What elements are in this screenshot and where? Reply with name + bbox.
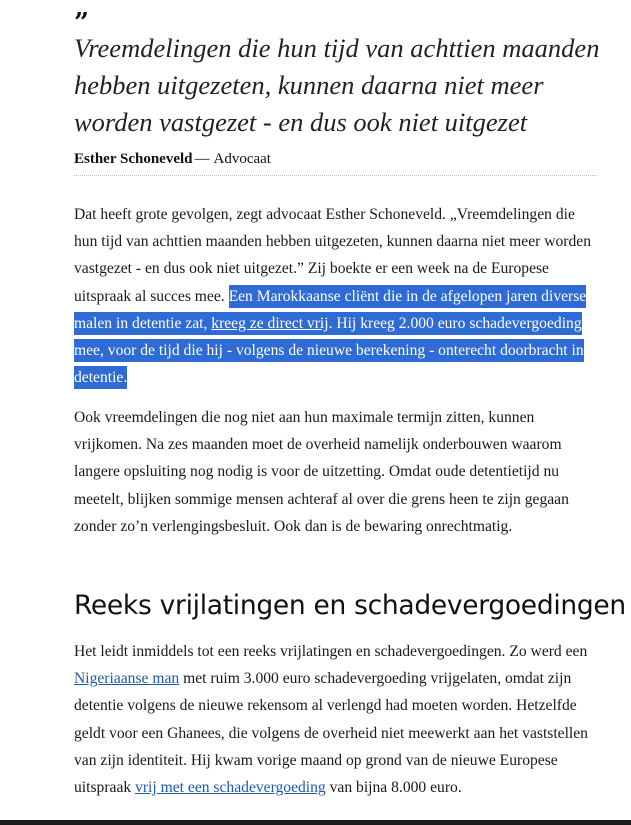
paragraph-3-text-1: Het leidt inmiddels tot een reeks vrijlatingen en schadevergoedingen. Zo werd een <box>74 643 588 660</box>
selected-text-start: Een Marokkaanse cliënt die in de afgelopen jaren diverse malen in detentie zat, <box>74 287 587 332</box>
quote-role: Advocaat <box>213 151 271 167</box>
link-nigeriaanse-man[interactable]: Nigeriaanse man <box>74 670 180 688</box>
paragraph-3-text-2: met ruim 3.000 euro schadevergoeding vrijgelaten, omdat zijn detentie volgens de nieuwe rekensom al verlengd had moeten worden. Hetzelfde geldt voor een Ghanees, die volgens de overheid niet meewerkt aan het vaststellen van zijn identiteit. Hij kwam vorige maand op grond van de nieuwe Europese uitspraak <box>74 670 588 797</box>
paragraph-1 <box>74 201 596 391</box>
pull-quote-text: Vreemdelingen die hun tijd van achttien maanden hebben uitgezeten, kunnen daarna niet meer worden vastgezet - en dus ook niet uitgezet <box>74 33 600 137</box>
link-vrij-met-schadevergoeding[interactable]: vrij met een schadevergoeding <box>135 779 326 797</box>
quote-mark: ” <box>74 8 87 38</box>
selected-text-end: . Hij kreeg 2.000 euro schadevergoeding mee, voor de tijd die hij - volgens de nieuwe berekening - onterecht doorbracht in detentie. <box>74 314 584 387</box>
paragraph-3 <box>74 638 596 801</box>
link-kreeg-ze-direct-vrij[interactable]: kreeg ze direct vrij <box>211 314 329 332</box>
bottom-bar <box>0 820 631 825</box>
quote-divider <box>74 175 597 176</box>
quote-attribution <box>74 149 271 169</box>
quote-author: Esther Schoneveld <box>74 151 193 167</box>
quote-dash: — <box>194 151 210 167</box>
paragraph-1-text: Dat heeft grote gevolgen, zegt advocaat Esther Schoneveld. „Vreemdelingen die hun tijd van achttien maanden hebben uitgezeten, kunnen daarna niet meer worden vastgezet - en dus ook niet uitgezet.” Zij boekte er een week na de Europese uitspraak al succes mee. <box>74 206 591 305</box>
section-heading: Reeks vrijlatingen en schadevergoedingen <box>74 590 626 621</box>
paragraph-3-text-3: van bijna 8.000 euro. <box>325 779 462 797</box>
paragraph-2: Ook vreemdelingen die nog niet aan hun maximale termijn zitten, kunnen vrijkomen. Na zes maanden moet de overheid namelijk onderbouwen waarom langere opsluiting nog nodig is voor de uitzetting. Omdat oude detentietijd nu meetelt, blijken sommige mensen achteraf al over die grens heen te zijn gegaan zonder zo’n verlengingsbesluit. Ook dan is de bewaring onrechtmatig. <box>74 409 569 535</box>
